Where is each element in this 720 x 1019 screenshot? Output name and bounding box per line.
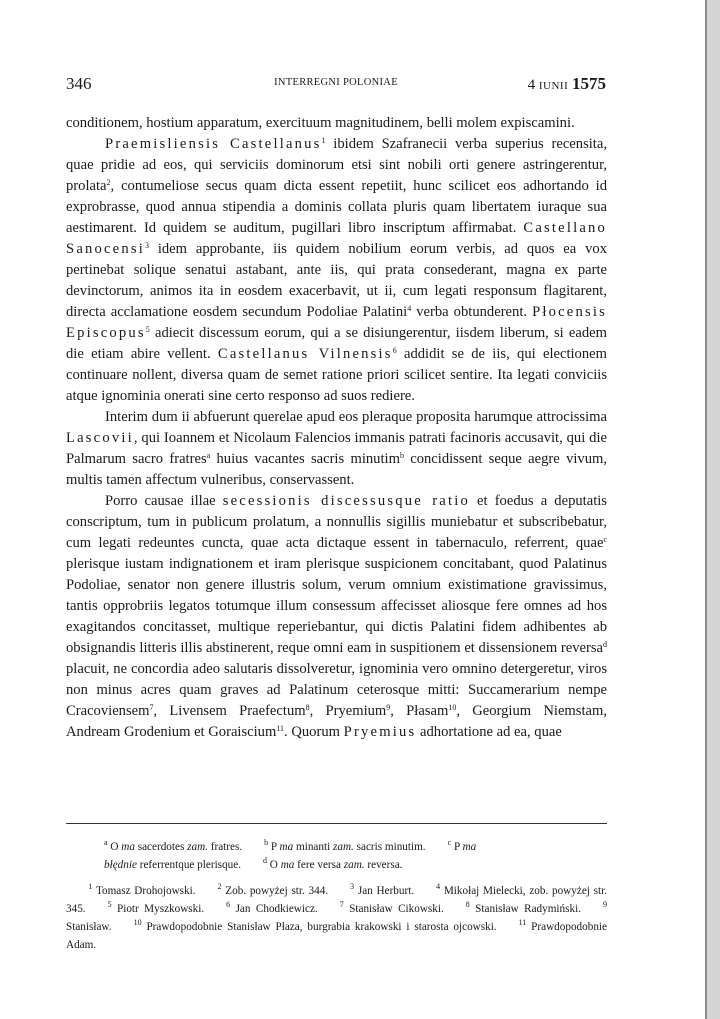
note-mark: 2: [217, 882, 222, 891]
text-run: ibidem Szafranecii verba superius recensita, quae pridie ad eos, qui serviciis dominorum etsi sint nobili orti genere astringerentur, prolata: [66, 136, 607, 194]
footnotes: [66, 838, 607, 954]
main-text: [66, 113, 607, 743]
note-mark: 9: [602, 900, 607, 909]
note-text: reversa.: [364, 859, 403, 871]
commentary-notes: [66, 882, 607, 954]
running-title: INTERREGNI POLONIAE: [274, 77, 398, 88]
note-text: Stanisław Radymiński.: [469, 903, 581, 915]
text-run: , qui Ioannem et Nicolaum Falencios immanis patrati facinoris accusavit, qui die Palmarum sacro fratres: [66, 430, 607, 467]
note-italic: ma: [279, 841, 294, 853]
spaced-name: Pryemius: [343, 724, 417, 740]
note-ref: 7: [149, 703, 154, 712]
note-ref: 11: [276, 724, 285, 733]
note-text: Mikołaj Mielecki, zob. powyżej str. 345.: [66, 885, 607, 915]
date-year: 1575: [572, 74, 606, 93]
note-text: Jan Herburt.: [354, 885, 415, 897]
paragraph-1: conditionem, hostium apparatum, exercituum magnitudinem, belli molem expiscamini.: [66, 115, 575, 131]
note-ref: 9: [386, 703, 391, 712]
text-run: concidissent seque aegre vivum, multis tamen affectum vulneribus, conservassent.: [66, 451, 608, 488]
note-italic: ma: [280, 859, 295, 871]
note-italic: ma: [462, 841, 477, 853]
note-mark: 8: [465, 900, 470, 909]
note-mark: 5: [107, 900, 112, 909]
note-text: Piotr Myszkowski.: [111, 903, 205, 915]
spaced-name: Castellanus Vilnensis: [217, 346, 393, 362]
text-run: et foedus a deputatis conscriptum, tum in publicum prolatum, a nonnullis sigillis muniebatur et subscribebatur, cum legati redeuntes cuncta, quae acta dictaque essent in tabernaculo, referrent, quae: [66, 493, 607, 551]
note-ref: 3: [144, 241, 149, 250]
note-text: fere versa: [294, 859, 344, 871]
note-ref: b: [399, 451, 404, 460]
note-italic: zam.: [343, 859, 365, 871]
text-run: placuit, ne concordia adeo salutaris dissolveretur, ignominia vero omnino detergeretur, viros non minus acres quam graves ad Palatinum ceterosque mitti: Succamerarium nempe Cracoviensem: [66, 661, 607, 719]
text-run: addidit se de iis, qui electionem continuare nollent, diversa quam de semet ratione priori scilicet sentire. Ita legati conviciis atque ignominia onerati sine certo responso ad suos rediere.: [66, 346, 607, 404]
text-run: , Livensem Praefectum: [153, 703, 306, 719]
scan-edge: [707, 0, 720, 1019]
note-ref: 10: [448, 703, 457, 712]
header-date: [528, 74, 606, 94]
note-text: sacerdotes: [134, 841, 188, 853]
note-text: fratres.: [207, 841, 243, 853]
note-mark: b: [264, 838, 269, 847]
spaced-name: Lascovii: [66, 430, 134, 446]
page-number: 346: [66, 74, 92, 93]
note-ref: 1: [321, 136, 326, 145]
spaced-name: Castellano Sanocensi: [66, 220, 607, 257]
paragraph-2: [66, 134, 607, 407]
note-mark: 1: [88, 882, 93, 891]
note-ref: 2: [106, 178, 111, 187]
text-run: Porro causae illae: [105, 493, 223, 509]
note-text: Stanisław Cikowski.: [343, 903, 444, 915]
note-text: minanti: [293, 841, 333, 853]
note-text: P: [268, 841, 280, 853]
note-ref: d: [603, 640, 607, 649]
text-run: , Pryemium: [309, 703, 387, 719]
note-mark: 10: [133, 918, 142, 927]
note-text: Tomasz Drohojowski.: [92, 885, 196, 897]
note-mark: 4: [436, 882, 441, 891]
date-day: 4: [527, 77, 536, 93]
note-italic: ma: [121, 841, 135, 853]
text-run: verba obtunderent.: [411, 304, 533, 320]
text-run: , contumeliose secus quam dicta essent repetiit, hunc scilicet eos adhortando id exprobrasse, quod annua stipendia a dominis collata pluris quam libertatem iuraque sua aestimarent. Id quidem se auditum, pugillari libro inscriptum affirmabat.: [66, 178, 607, 236]
note-mark: 11: [518, 918, 527, 927]
note-ref: 5: [145, 325, 150, 334]
paragraph-4: [66, 491, 607, 743]
note-text: O: [107, 841, 122, 853]
note-ref: c: [603, 535, 607, 544]
note-text: referrentque plerisque.: [136, 859, 241, 871]
note-text: P: [451, 841, 463, 853]
note-mark: a: [104, 838, 108, 847]
note-italic: zam.: [187, 841, 208, 853]
text-run: , Płasam: [390, 703, 449, 719]
footnote-rule: [66, 823, 607, 824]
note-ref: 6: [392, 346, 397, 355]
textual-notes: [66, 838, 607, 874]
text-run: adiecit discessum eorum, qui a se disiungerentur, iisdem liberum, si eadem die etiam abire vellent.: [66, 325, 607, 362]
text-run: , Georgium Niemstam, Andream Grodenium et Goraiscium: [66, 703, 607, 740]
note-text: Stanisław.: [66, 921, 112, 933]
note-ref: a: [206, 451, 211, 460]
note-text: Prawdopodobnie Stanisław Płaza, burgrabia krakowski i starosta ojcowski.: [141, 921, 497, 933]
note-text: sacris minutim.: [353, 841, 426, 853]
text-run: idem approbante, iis quidem nobilium eorum verbis, ad quos ea vox pertinebat solique senatui astabant, ante iis, qui prata consederant, magna ex parte devinctorum, animos ita in eosdem exacerbavit, ut ii, cum legati responsum flagitarent, directa acclamatione eosdem secundum Podoliae Palatini: [66, 241, 607, 320]
note-mark: 7: [339, 900, 344, 909]
spaced-name: Płocensis Episcopus: [66, 304, 607, 341]
page-header: [66, 74, 606, 96]
text-run: adhortatione ad ea, quae: [416, 724, 562, 740]
note-mark: 6: [226, 900, 231, 909]
spaced-name: Praemisliensis Castellanus: [105, 136, 322, 152]
date-month: IUNII: [538, 80, 569, 92]
note-mark: c: [447, 838, 452, 847]
note-italic: błędnie: [104, 859, 137, 871]
paragraph-3: [66, 407, 607, 491]
note-text: Zob. powyżej str. 344.: [221, 885, 329, 897]
note-text: O: [267, 859, 281, 871]
note-mark: d: [263, 856, 267, 865]
note-mark: 3: [350, 882, 355, 891]
note-italic: zam.: [333, 841, 354, 853]
note-ref: 4: [407, 304, 412, 313]
spaced-name: secessionis discessusque ratio: [222, 493, 470, 509]
text-run: huius vacantes sacris minutim: [210, 451, 400, 467]
text-run: Interim dum ii abfuerunt querelae apud eos pleraque proposita harumque attrocissima: [105, 409, 607, 425]
text-run: plerisque iustam indignationem et iram plerisque suspicionem concitabant, quod Palatinus Podoliae, senator non genere illustris solum, verum omnium existimatione gravissimus, tantis opprobriis legatos totumque illum consessum affecisset aliosque fere omnes ad hos exagitandos concitasset, multique reperiebantur, qui dictis Palatini fidem adhibentes ab obsignandis litteris illis abstinerent, reque omni eam in suspitionem et dissensionem reversa: [66, 556, 607, 656]
note-text: Jan Chodkiewicz.: [230, 903, 318, 915]
note-ref: 8: [305, 703, 310, 712]
text-run: . Quorum: [284, 724, 344, 740]
note-text: Prawdopodobnie Adam.: [66, 921, 607, 951]
